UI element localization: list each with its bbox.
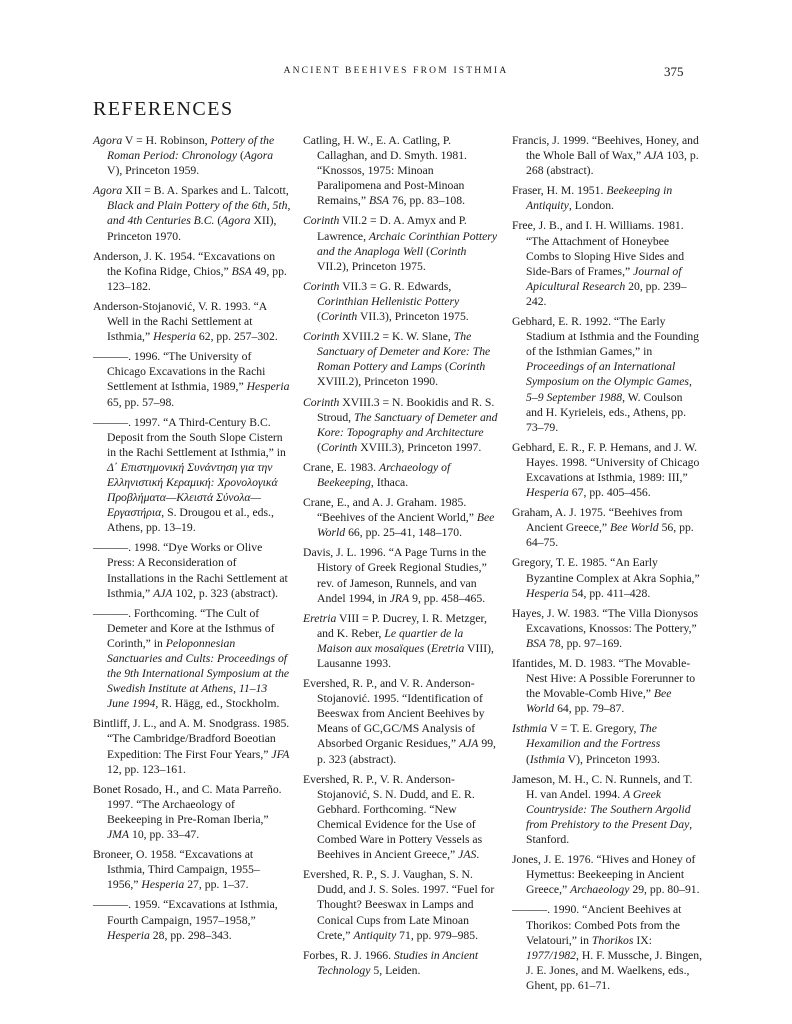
reference-text: ———. 1990. “Ancient Beehives at Thorikos: Combed Pots from the Velatouri,” in <box>512 903 682 947</box>
reference-entry <box>93 183 291 243</box>
reference-text: Crane, E., and A. J. Graham. 1985. “Beehives of the Ancient World,” <box>303 496 477 525</box>
reference-italic-text: The Sanctuary of Demeter and Kore: Topography and Architecture <box>317 410 498 439</box>
reference-text: ( <box>214 214 222 228</box>
reference-text: ———. 1998. “Dye Works or Olive Press: A Reconsideration of Installations in the Rachi Settlement at Isthmia,” <box>93 541 288 600</box>
reference-italic-text: Archaeology of Beekeeping <box>317 460 451 489</box>
reference-italic-text: JRA <box>389 591 410 605</box>
reference-entry <box>93 847 291 892</box>
reference-text: VIII = P. Ducrey, I. R. Metzger, and K. Reber, <box>317 611 487 640</box>
reference-italic-text: AJA <box>458 737 479 751</box>
reference-text: ( <box>424 641 431 655</box>
reference-text: Graham, A. J. 1975. “Beehives from Ancient Greece,” <box>512 506 683 535</box>
reference-italic-text: Agora <box>93 134 123 147</box>
reference-text: Broneer, O. 1958. “Excavations at Isthmia, Third Campaign, 1955–1956,” <box>93 848 260 892</box>
reference-entry <box>303 545 499 605</box>
reference-entry <box>512 772 702 847</box>
reference-text: Anderson, J. K. 1954. “Excavations on the Kofina Ridge, Chios,” <box>93 249 276 278</box>
reference-italic-text: Corinth <box>303 395 340 409</box>
reference-text: , London. <box>568 199 614 213</box>
reference-italic-text: JMA <box>107 828 130 842</box>
reference-entry <box>512 902 702 993</box>
reference-text: , R. Hägg, ed., Stockholm. <box>155 697 280 711</box>
reference-italic-text: Corinth <box>303 214 340 228</box>
reference-text: ( <box>317 310 321 324</box>
reference-text: Free, J. B., and I. H. Williams. 1981. “The Attachment of Honeybee Combs to Sloping Hive Sides and Side-Bars of Frames,” <box>512 219 685 278</box>
reference-text: VII.2 = D. A. Amyx and P. Lawrence, <box>317 214 467 243</box>
reference-text: V = H. Robinson, <box>122 134 211 147</box>
reference-entry <box>303 213 499 273</box>
reference-text: 76, pp. 83–108. <box>389 194 466 208</box>
reference-italic-text: Isthmia <box>529 752 565 766</box>
reference-italic-text: Hesperia <box>246 380 290 394</box>
reference-text: VII.2), Princeton 1975. <box>317 259 426 273</box>
reference-text: 71, pp. 979–985. <box>396 928 479 942</box>
reference-text: 66, pp. 25–41, 148–170. <box>345 526 463 540</box>
references-column-2 <box>303 133 499 983</box>
reference-italic-text: Thorikos <box>591 933 634 947</box>
reference-text: XVIII.3 = N. Bookidis and R. S. Stroud, <box>317 395 495 424</box>
reference-italic-text: The Hexamilion and the Fortress <box>526 722 661 751</box>
reference-italic-text: Antiquity <box>353 928 397 942</box>
reference-text: 5, Leiden. <box>370 963 421 977</box>
reference-text: IX: <box>633 933 652 947</box>
reference-entry <box>303 867 499 942</box>
reference-text: XVIII.2), Princeton 1990. <box>317 375 439 389</box>
reference-text: V = T. E. Gregory, <box>547 722 640 736</box>
reference-text: V), Princeton 1993. <box>564 752 660 766</box>
reference-entry <box>93 540 291 600</box>
reference-text: Evershed, R. P., V. R. Anderson-Stojanović, S. N. Dudd, and E. R. Gebhard. Forthcoming. “New Chemical Evidence for the Use of Combed Ware in Pottery Vessels as Beehives in Ancient Greece,” <box>303 772 483 862</box>
reference-text: XII = B. A. Sparkes and L. Talcott, <box>122 184 289 198</box>
reference-text: Jameson, M. H., C. N. Runnels, and T. H. van Andel. 1994. <box>512 772 693 801</box>
reference-entry <box>303 329 499 389</box>
reference-italic-text: JAS <box>458 848 477 862</box>
reference-italic-text: BSA <box>231 264 252 278</box>
reference-text: ( <box>441 360 449 374</box>
reference-text: 67, pp. 405–456. <box>568 486 651 500</box>
reference-entry <box>303 772 499 863</box>
reference-italic-text: Agora <box>243 149 274 163</box>
reference-text: , S. Drougou et al., eds., Athens, pp. 13–19. <box>107 506 274 535</box>
reference-text: Jones, J. E. 1976. “Hives and Honey of Hymettus: Beekeeping in Ancient Greece,” <box>512 853 696 897</box>
reference-text: 65, pp. 57–98. <box>107 395 175 409</box>
reference-text: VIII), Lausanne 1993. <box>317 641 494 670</box>
reference-entry <box>303 133 499 208</box>
reference-entry <box>303 460 499 490</box>
reference-italic-text: Pottery of the Roman Period: Chronology <box>107 134 275 163</box>
reference-text: ( <box>526 752 530 766</box>
reference-italic-text: Proceedings of an International Symposium on the Olympic Games, 5–9 September 1988 <box>526 360 692 404</box>
reference-italic-text: Corinth <box>448 360 486 374</box>
reference-italic-text: Archaeology <box>570 883 630 897</box>
reference-text: Gregory, T. E. 1985. “An Early Byzantine Complex at Akra Sophia,” <box>512 556 700 585</box>
reference-text: Ifantides, M. D. 1983. “The Movable-Nest Hive: A Possible Forerunner to the Movable-Comb Hive,” <box>512 657 696 701</box>
reference-text: ———. 1959. “Excavations at Isthmia, Fourth Campaign, 1957–1958,” <box>93 898 278 927</box>
reference-italic-text: A Greek Countryside: The Southern Argolid from Prehistory to the Present Day <box>526 787 691 831</box>
reference-italic-text: BSA <box>526 636 547 650</box>
reference-entry <box>93 299 291 344</box>
reference-text: ( <box>237 149 244 163</box>
reference-italic-text: Eretria <box>430 641 465 655</box>
reference-entry <box>512 721 702 766</box>
reference-text: ———. 1997. “A Third-Century B.C. Deposit from the South Slope Cistern in the Rachi Settlement at Isthmia,” in <box>93 415 286 459</box>
reference-italic-text: Eretria <box>303 611 337 625</box>
reference-italic-text: AJA <box>644 149 664 163</box>
reference-text: , W. Coulson and H. Kyrieleis, eds., Athens, pp. 73–79. <box>526 390 687 434</box>
reference-text: Evershed, R. P., S. J. Vaughan, S. N. Dudd, and J. S. Soles. 1997. “Fuel for Thought? Beeswax in Lamps and Conical Cups from Late Minoan Crete,” <box>303 868 495 942</box>
section-title: REFERENCES <box>93 98 234 120</box>
references-column-1 <box>93 133 291 948</box>
reference-text: . <box>476 848 480 862</box>
reference-text: Hayes, J. W. 1983. “The Villa Dionysos Excavations, Knossos: The Pottery,” <box>512 606 699 635</box>
reference-text: XVIII.2 = K. W. Slane, <box>339 330 454 344</box>
reference-entry <box>93 716 291 776</box>
reference-text: ———. Forthcoming. “The Cult of Demeter and Kore at the Isthmus of Corinth,” in <box>93 606 275 650</box>
reference-text: ———. 1996. “The University of Chicago Excavations in the Rachi Settlement at Isthmia, 1989,” <box>93 350 266 394</box>
reference-text: Crane, E. 1983. <box>303 460 379 474</box>
reference-entry <box>93 249 291 294</box>
reference-text: 78, pp. 97–169. <box>546 636 623 650</box>
reference-entry <box>93 782 291 842</box>
reference-text: XVIII.3), Princeton 1997. <box>357 440 482 454</box>
reference-text: Bonet Rosado, H., and C. Mata Parreño. 1997. “The Archaeology of Beekeeping in Pre-Roman Iberia,” <box>93 782 282 826</box>
reference-italic-text: Hesperia <box>153 330 196 344</box>
reference-entry <box>303 611 499 671</box>
reference-italic-text: Corinth <box>430 244 467 258</box>
reference-italic-text: Agora <box>93 184 123 198</box>
reference-entry <box>93 349 291 409</box>
reference-entry <box>93 133 291 178</box>
reference-entry <box>512 314 702 435</box>
references-column-3 <box>512 133 702 998</box>
reference-entry <box>93 606 291 712</box>
reference-text: 64, pp. 79–87. <box>554 702 625 716</box>
reference-italic-text: The Sanctuary of Demeter and Kore: The Roman Pottery and Lamps <box>317 330 491 374</box>
reference-italic-text: Journal of Apicultural Research <box>526 264 682 293</box>
reference-text: Gebhard, E. R., F. P. Hemans, and J. W. Hayes. 1998. “University of Chicago Excavations at Isthmia, 1989: III,” <box>512 440 700 484</box>
reference-text: 102, p. 323 (abstract). <box>172 586 279 600</box>
reference-italic-text: Bee World <box>317 511 495 540</box>
reference-text: 56, pp. 64–75. <box>526 521 694 550</box>
reference-text: XII), Princeton 1970. <box>107 214 277 243</box>
reference-italic-text: 1977/1982 <box>526 948 576 962</box>
reference-text: 54, pp. 411–428. <box>568 586 651 600</box>
reference-italic-text: Le quartier de la Maison aux mosaïques <box>317 626 464 655</box>
reference-text: Catling, H. W., E. A. Catling, P. Callaghan, and D. Smyth. 1981. “Knossos, 1975: Minoan Paralipomena and Post-Minoan Remains,” <box>303 134 467 208</box>
reference-text: Forbes, R. J. 1966. <box>303 948 394 962</box>
reference-text: 49, pp. 123–182. <box>107 264 287 293</box>
reference-entry <box>303 395 499 455</box>
reference-entry <box>512 852 702 897</box>
reference-italic-text: Hesperia <box>526 586 569 600</box>
reference-text: Francis, J. 1999. “Beehives, Honey, and the Whole Ball of Wax,” <box>512 134 699 163</box>
reference-entry <box>512 218 702 309</box>
reference-text: 9, pp. 458–465. <box>409 591 486 605</box>
reference-text: Gebhard, E. R. 1992. “The Early Stadium at Isthmia and the Founding of the Isthmian Games,” in <box>512 315 700 359</box>
reference-text: Anderson-Stojanović, V. R. 1993. “A Well in the Rachi Settlement at Isthmia,” <box>93 299 267 344</box>
reference-italic-text: AJA <box>153 586 173 600</box>
reference-text: , Ithaca. <box>370 475 409 489</box>
reference-entry <box>303 948 499 978</box>
reference-italic-text: Archaic Corinthian Pottery and the Anaploga Well <box>317 229 498 258</box>
reference-text: 29, pp. 80–91. <box>629 883 700 897</box>
reference-entry <box>512 606 702 651</box>
reference-italic-text: Beekeeping in Antiquity <box>526 184 673 213</box>
reference-text: 62, pp. 257–302. <box>195 330 278 344</box>
reference-italic-text: Corinth <box>320 440 358 454</box>
reference-italic-text: BSA <box>368 194 390 208</box>
reference-italic-text: Corinth <box>320 310 358 324</box>
reference-italic-text: Studies in Ancient Technology <box>317 948 479 977</box>
reference-entry <box>512 133 702 178</box>
reference-text: Evershed, R. P., and V. R. Anderson-Stojanović. 1995. “Identification of Beeswax from Ancient Beehives by Means of GC,GC/MS Analysis of Absorbed Organic Residues,” <box>303 677 485 751</box>
reference-text: ( <box>317 440 321 454</box>
reference-italic-text: Corinth <box>303 279 340 293</box>
reference-text: ( <box>423 244 430 258</box>
reference-text: V), Princeton 1959. <box>107 164 200 178</box>
reference-text: Fraser, H. M. 1951. <box>512 184 607 198</box>
reference-text: 28, pp. 298–343. <box>149 928 232 942</box>
reference-italic-text: JFA <box>271 747 290 761</box>
reference-text: 103, p. 268 (abstract). <box>526 149 699 178</box>
reference-italic-text: Corinthian Hellenistic Pottery <box>317 294 460 308</box>
reference-text: 10, pp. 33–47. <box>129 828 200 842</box>
reference-entry <box>303 279 499 324</box>
reference-italic-text: Hesperia <box>107 928 150 942</box>
reference-text: , Stanford. <box>526 817 693 847</box>
reference-entry <box>303 495 499 540</box>
reference-text: VII.3 = G. R. Edwards, <box>339 279 452 293</box>
reference-text: 12, pp. 123–161. <box>107 762 186 776</box>
reference-entry <box>512 555 702 600</box>
page-number: 375 <box>664 64 684 79</box>
reference-entry <box>512 656 702 716</box>
reference-entry <box>303 676 499 767</box>
reference-text: VII.3), Princeton 1975. <box>357 310 469 324</box>
reference-text: , H. F. Mussche, J. Bingen, J. E. Jones, and M. Waelkens, eds., Ghent, pp. 61–71. <box>526 948 703 992</box>
reference-italic-text: Bee World <box>526 687 672 716</box>
reference-italic-text: Hesperia <box>141 878 185 892</box>
reference-italic-text: Bee World <box>610 521 659 535</box>
reference-text: 27, pp. 1–37. <box>184 878 249 892</box>
running-head: ANCIENT BEEHIVES FROM ISTHMIA <box>283 66 509 76</box>
reference-italic-text: Agora <box>221 214 251 228</box>
reference-text: 99, p. 323 (abstract). <box>317 737 496 766</box>
reference-entry <box>93 415 291 536</box>
reference-italic-text: Black and Plain Pottery of the 6th, 5th, and 4th Centuries B.C. <box>107 199 291 228</box>
reference-entry <box>512 505 702 550</box>
reference-entry <box>93 897 291 942</box>
reference-entry <box>512 440 702 500</box>
reference-italic-text: Isthmia <box>512 722 548 736</box>
reference-text: 20, pp. 239–242. <box>526 279 687 308</box>
reference-entry <box>512 183 702 213</box>
reference-text: Davis, J. L. 1996. “A Page Turns in the History of Greek Regional Studies,” rev. of Jameson, Runnels, and van Andel 1994, in <box>303 546 487 605</box>
reference-italic-text: Δ΄ Επιστημονική Συνάντηση για την Ελληνιστική Κεραμική: Χρονολογικά Προβλήματα—Κλειστά Σύνολα—Εργαστήρια <box>107 460 278 520</box>
reference-italic-text: Corinth <box>303 330 340 344</box>
reference-italic-text: Peloponnesian Sanctuaries and Cults: Proceedings of the 9th International Symposium at the Swedish Institute at Athens, 11–13 June 1994 <box>107 636 290 711</box>
reference-italic-text: Hesperia <box>526 486 569 500</box>
reference-text: Bintliff, J. L., and A. M. Snodgrass. 1985. “The Cambridge/Bradford Boeotian Expedition: The First Four Years,” <box>93 717 290 761</box>
